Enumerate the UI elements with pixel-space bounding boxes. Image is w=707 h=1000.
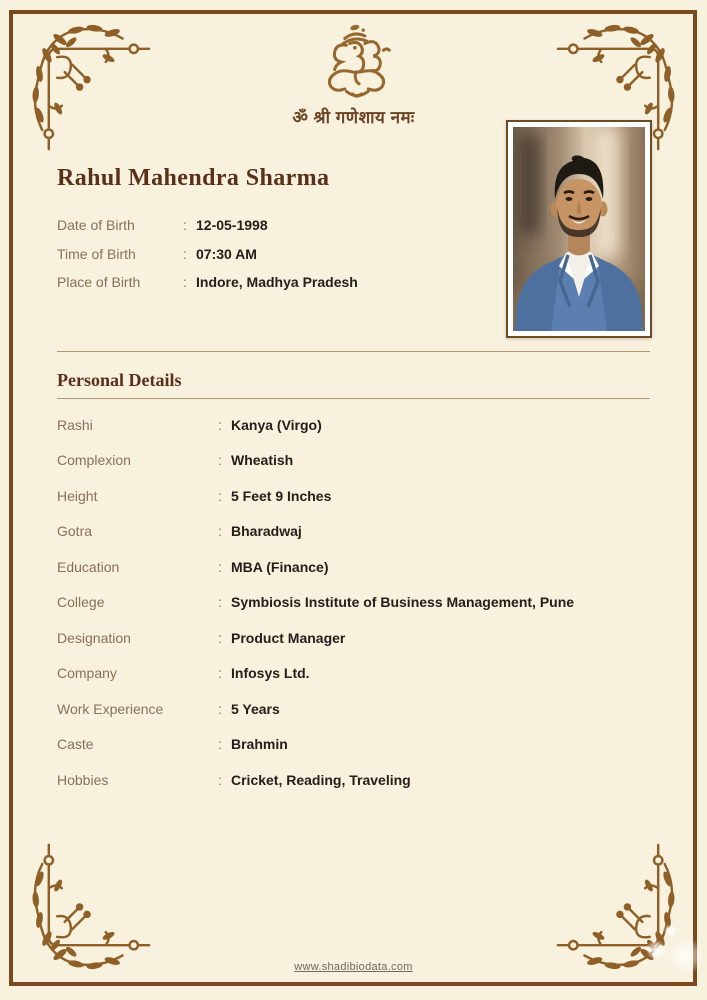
colon-separator: : — [218, 736, 222, 753]
detail-value: Infosys Ltd. — [231, 665, 310, 682]
detail-value: 5 Feet 9 Inches — [231, 487, 332, 504]
detail-row — [57, 585, 650, 621]
detail-value: Kanya (Virgo) — [231, 416, 322, 433]
colon-separator: : — [218, 771, 222, 788]
detail-row — [57, 407, 650, 443]
colon-separator: : — [218, 558, 222, 575]
ganesha-icon — [315, 20, 393, 104]
detail-row — [57, 443, 650, 479]
detail-label: Work Experience — [57, 700, 164, 717]
detail-row — [57, 656, 650, 692]
colon-separator: : — [218, 523, 222, 540]
detail-row — [57, 727, 650, 763]
detail-row — [57, 478, 650, 514]
detail-value: Symbiosis Institute of Business Management, Pune — [231, 594, 575, 611]
colon-separator: : — [183, 217, 187, 234]
profile-photo — [513, 127, 645, 331]
detail-value: Indore, Madhya Pradesh — [196, 274, 358, 291]
detail-value: MBA (Finance) — [231, 558, 329, 575]
colon-separator: : — [218, 594, 222, 611]
detail-label: Date of Birth — [57, 217, 135, 234]
footer — [0, 957, 707, 975]
colon-separator: : — [218, 452, 222, 469]
detail-row — [57, 240, 502, 269]
detail-label: Complexion — [57, 452, 131, 469]
colon-separator: : — [218, 700, 222, 717]
detail-value: Product Manager — [231, 629, 346, 646]
website-link[interactable]: www.shadibiodata.com — [294, 961, 413, 973]
colon-separator: : — [183, 245, 187, 262]
detail-value: Bharadwaj — [231, 523, 302, 540]
detail-value: Cricket, Reading, Traveling — [231, 771, 411, 788]
detail-label: Rashi — [57, 416, 93, 433]
detail-label: College — [57, 594, 105, 611]
detail-label: Gotra — [57, 523, 93, 540]
detail-label: Hobbies — [57, 771, 109, 788]
colon-separator: : — [218, 487, 222, 504]
colon-separator: : — [218, 629, 222, 646]
detail-row — [57, 762, 650, 798]
corner-ornament-icon — [18, 836, 158, 976]
detail-label: Place of Birth — [57, 274, 141, 291]
detail-row — [57, 514, 650, 550]
personal-details-heading: Personal Details — [57, 370, 182, 390]
detail-label: Height — [57, 487, 98, 504]
page-title-name: Rahul Mahendra Sharma — [57, 165, 330, 191]
birth-details-list — [57, 211, 502, 297]
colon-separator: : — [218, 416, 222, 433]
colon-separator: : — [218, 665, 222, 682]
section-divider — [57, 398, 650, 399]
detail-row — [57, 691, 650, 727]
detail-row — [57, 549, 650, 585]
detail-label: Time of Birth — [57, 245, 136, 262]
detail-row — [57, 268, 502, 297]
detail-row — [57, 211, 502, 240]
detail-label: Caste — [57, 736, 94, 753]
profile-photo-frame — [506, 120, 652, 338]
detail-label: Designation — [57, 629, 131, 646]
section-divider — [57, 351, 650, 352]
detail-label: Education — [57, 558, 120, 575]
detail-label: Company — [57, 665, 117, 682]
personal-details-list — [57, 407, 650, 798]
detail-row — [57, 620, 650, 656]
corner-ornament-icon — [18, 18, 158, 158]
corner-ornament-icon — [549, 836, 689, 976]
detail-value: 07:30 AM — [196, 245, 257, 262]
colon-separator: : — [183, 274, 187, 291]
detail-value: Brahmin — [231, 736, 288, 753]
detail-value: 12-05-1998 — [196, 217, 268, 234]
detail-value: 5 Years — [231, 700, 280, 717]
detail-value: Wheatish — [231, 452, 294, 469]
mantra-text: ॐ श्री गणेशाय नमः — [292, 108, 415, 127]
